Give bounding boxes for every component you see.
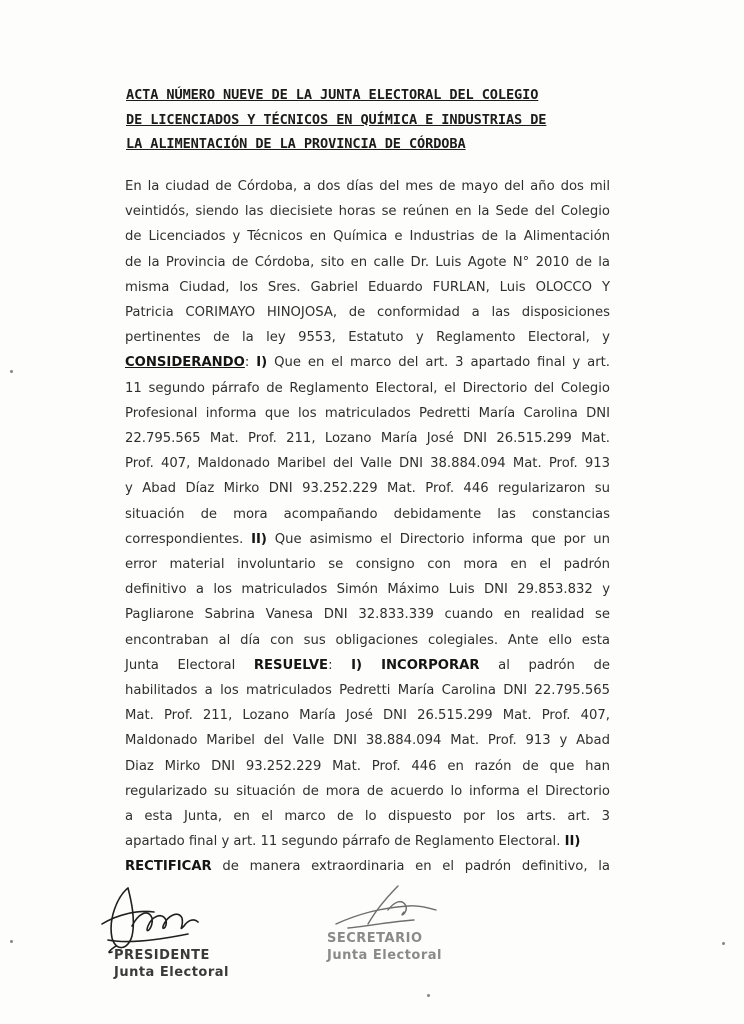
scan-speck <box>427 994 430 997</box>
body-line: En la ciudad de Córdoba, a dos días del mes de mayo del año dos mil <box>125 179 610 194</box>
body-line: Patricia CORIMAYO HINOJOSA, de conformidad a las disposiciones <box>125 305 610 321</box>
body-line: encontraban al día con sus obligaciones colegiales. Ante ello esta <box>125 632 610 648</box>
roman-numeral: II) <box>564 834 581 850</box>
body-line: de Licenciados y Técnicos en Química e Industrias de la Alimentación <box>125 229 610 245</box>
body-line: Prof. 407, Maldonado Maribel del Valle DNI 38.884.094 Mat. Prof. 913 <box>125 456 610 472</box>
body-line: regularizado su situación de mora de acuerdo lo informa el Directorio <box>125 783 610 799</box>
body-line: error material involuntario se consigno con mora en el padrón <box>125 557 610 573</box>
scan-speck <box>722 942 725 945</box>
body-text: Que asimismo el Directorio informa que por un <box>274 531 610 547</box>
president-stamp <box>114 947 229 981</box>
colon: : <box>328 657 333 673</box>
scan-speck <box>10 370 13 373</box>
roman-numeral: II) <box>251 531 267 547</box>
document-title <box>126 83 626 157</box>
body-line <box>125 527 610 552</box>
considerando-heading: CONSIDERANDO <box>125 355 245 371</box>
resuelve-heading: RESUELVE <box>253 657 329 673</box>
body-line: Diaz Mirko DNI 93.252.229 Mat. Prof. 446 en razón de que han <box>125 758 610 774</box>
secretary-stamp <box>327 930 442 964</box>
rectificar-heading: RECTIFICAR <box>125 859 212 875</box>
body-line: veintidós, siendo las diecisiete horas se reúnen en la Sede del Colegio <box>125 204 610 220</box>
body-line: Pagliarone Sabrina Vanesa DNI 32.833.339 cuando en realidad se <box>125 607 610 623</box>
body-line <box>125 653 610 678</box>
body-line: definitivo a los matriculados Simón Máximo Luis DNI 29.853.832 y <box>125 582 610 598</box>
secretary-body: Junta Electoral <box>327 948 443 963</box>
body-line: 22.795.565 Mat. Prof. 211, Lozano María José DNI 26.515.299 Mat. <box>125 431 610 447</box>
title-line-3: LA ALIMENTACIÓN DE LA PROVINCIA DE CÓRDOBA <box>126 136 466 152</box>
president-role: PRESIDENTE <box>114 948 210 963</box>
body-line: pertinentes de la ley 9553, Estatuto y Reglamento Electoral, y <box>125 330 610 346</box>
body-text: de manera extraordinaria en el padrón definitivo, la <box>222 859 610 875</box>
president-signature <box>88 878 228 958</box>
body-line: Mat. Prof. 211, Lozano María José DNI 26.515.299 Mat. Prof. 407, <box>125 708 610 724</box>
body-text: al padrón de <box>498 657 610 673</box>
body-text: Junta Electoral <box>125 657 236 673</box>
body-text: apartado final y art. 11 segundo párrafo de Reglamento Electoral. <box>125 834 561 850</box>
title-line-1: ACTA NÚMERO NUEVE DE LA JUNTA ELECTORAL DEL COLEGIO <box>126 87 539 103</box>
body-line: habilitados a los matriculados Pedretti María Carolina DNI 22.795.565 <box>125 683 610 699</box>
scan-speck <box>10 940 13 943</box>
body-line: Profesional informa que los matriculados Pedretti María Carolina DNI <box>125 405 610 421</box>
body-line: 11 segundo párrafo de Reglamento Electoral, el Directorio del Colegio <box>125 380 610 396</box>
body-line: situación de mora acompañando debidamente las constancias <box>125 506 610 522</box>
colon: : <box>244 355 250 371</box>
document-body <box>125 174 610 880</box>
roman-numeral: I) <box>256 355 268 371</box>
body-line: a esta Junta, en el marco de lo dispuesto por los arts. art. 3 <box>125 809 610 825</box>
body-line <box>125 350 610 375</box>
body-line: de la Provincia de Córdoba, sito en calle Dr. Luis Agote N° 2010 de la <box>125 254 610 270</box>
body-line: Maldonado Maribel del Valle DNI 38.884.094 Mat. Prof. 913 y Abad <box>125 733 610 749</box>
body-line <box>125 829 610 854</box>
title-line-2: DE LICENCIADOS Y TÉCNICOS EN QUÍMICA E INDUSTRIAS DE <box>126 111 547 128</box>
body-line: y Abad Díaz Mirko DNI 93.252.229 Mat. Prof. 446 regularizaron su <box>125 481 610 497</box>
incorporar-heading: I) INCORPORAR <box>351 657 480 673</box>
body-line: misma Ciudad, los Sres. Gabriel Eduardo FURLAN, Luis OLOCCO Y <box>125 279 610 295</box>
body-line <box>125 854 610 879</box>
secretary-role: SECRETARIO <box>327 931 423 946</box>
president-body: Junta Electoral <box>114 965 230 980</box>
body-text: correspondientes. <box>125 531 244 547</box>
body-text: Que en el marco del art. 3 apartado final y art. <box>274 355 610 371</box>
